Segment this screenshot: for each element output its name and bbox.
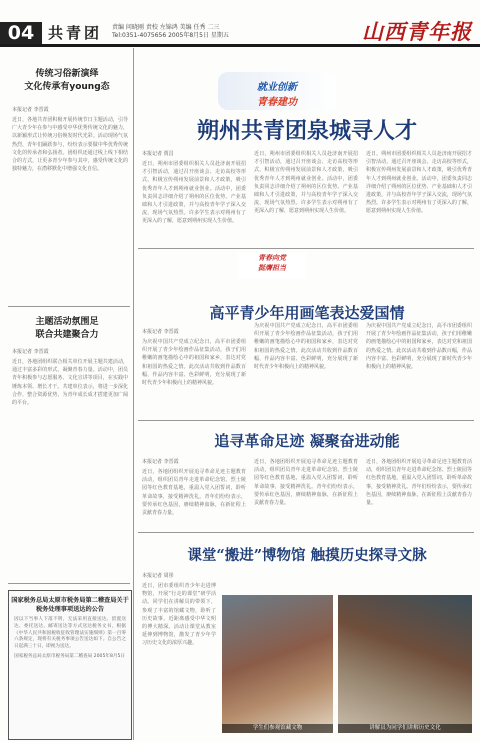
notice-title: 国家税务总局太原市税务局第二稽查局关于税务处理事项送达的公告 (11, 597, 129, 613)
article3-headline: 追寻革命足迹 凝聚奋进动能 (214, 432, 400, 450)
photo-caption: 讲解员为同学们讲解历史文化 (338, 724, 472, 733)
date-info: Tel:0351-4075656 2005年8月5日 星期五 (112, 32, 229, 39)
article-divider (8, 583, 130, 584)
main-body-col1: 近日，朔州市团委组织相关人员赴济南开展招才引智活动，通过召开座谈会、走访高校等形式，积极宣传朔州发展前景和人才政策，吸引优秀青年人才到朔州就业创业。活动中，团委负责同志详细介绍了朔州的区位优势、产业基础和人才引进政策，并与高校青年学子深入交流，现场气氛热烈。许多学生表示对朔州有了更深入的了解，愿意到朔州实现人生价值。 (142, 161, 246, 225)
article3-byline: 本报记者 李晋霞 (142, 459, 179, 465)
article-divider (138, 420, 474, 421)
column-divider (133, 48, 134, 740)
article-divider (138, 532, 474, 533)
main-headline: 朔州共青团泉城寻人才 (196, 118, 417, 144)
photo-caption: 学生们参观馆藏文物 (222, 724, 333, 733)
section-title: 共青团 (48, 24, 103, 42)
main-byline: 本报记者 贾昌 (142, 151, 174, 157)
feature-body-col1: 为庆祝中国共产党成立纪念日，高平市团委组织开展了青少年绘画作品征集活动，孩子们用稚嫩的画笔描绘心中的祖国和家乡，表达对党和祖国的热爱之情。此次活动共收到作品数百幅，作品内容丰富、色彩鲜明，充分展现了新时代青少年积极向上的精神风貌。 (142, 339, 246, 387)
feature-body-col3: 为庆祝中国共产党成立纪念日，高平市团委组织开展了青少年绘画作品征集活动，孩子们用稚嫩的画笔描绘心中的祖国和家乡，表达对党和祖国的热爱之情。此次活动共收到作品数百幅，作品内容丰富、色彩鲜明，充分展现了新时代青少年积极向上的精神风貌。 (366, 323, 472, 371)
article-divider (138, 248, 474, 249)
article-title: 主题活动氛围足 联合共建聚合力 (35, 317, 99, 340)
feature-body-col2: 为庆祝中国共产党成立纪念日，高平市团委组织开展了青少年绘画作品征集活动，孩子们用稚嫩的画笔描绘心中的祖国和家乡，表达对党和祖国的热爱之情。此次活动共收到作品数百幅，作品内容丰富、色彩鲜明，充分展现了新时代青少年积极向上的精神风貌。 (254, 323, 358, 371)
article-divider (8, 306, 130, 307)
page-number: 04 (0, 22, 42, 44)
museum-photo-2 (338, 595, 472, 733)
article-title: 传统习俗新演绎 文化传承有young态 (24, 69, 110, 92)
article4-byline: 本报记者 周彤 (142, 573, 174, 579)
notice-signoff: 国家税务总局太原市税务局第二稽查局 2005年8月5日 (14, 653, 125, 659)
campaign-logo: 就业创新 青春建功 (218, 72, 336, 110)
feature-logo: 青春向党 挺膺担当 (238, 253, 306, 279)
feature-headline: 高平青少年用画笔表达爱国情 (209, 304, 405, 322)
article3-body-col1: 近日，各地团组织开展追寻革命足迹主题教育活动，组织团员青年走进革命纪念馆、烈士陵园等红色教育基地，重温入党入团誓词，聆听革命故事，接受精神洗礼。青年们纷纷表示，要传承红色基因，赓续精神血脉，在新征程上贡献青春力量。 (142, 469, 246, 517)
main-body-col2: 近日，朔州市团委组织相关人员赴济南开展招才引智活动，通过召开座谈会、走访高校等形式，积极宣传朔州发展前景和人才政策，吸引优秀青年人才到朔州就业创业。活动中，团委负责同志详细介绍了朔州的区位优势、产业基础和人才引进政策，并与高校青年学子深入交流，现场气氛热烈。许多学生表示对朔州有了更深入的了解，愿意到朔州实现人生价值。 (254, 151, 358, 215)
museum-photo-1 (222, 595, 333, 733)
newspaper-brand: 山西青年报 (362, 19, 472, 44)
article-body: 近日，各地团组织联合相关单位开展主题共建活动，通过丰富多彩的形式，凝聚青春力量。活动中，团员青年积极参与志愿服务、文化宣讲等项目，在实践中锤炼本领、增长才干。共建单位表示，将进一步深化合作，整合资源优势，为青年成长成才搭建更加广阔的平台。 (12, 359, 128, 407)
editor-info: 责编 问晓刚 责校 左锦鸿 美编 任秀 二三 (112, 24, 220, 31)
notice-body: 因以下当事人下落不明，无法采用直接送达、留置送达、委托送达、邮寄送达等方式送达税务文书，根据《中华人民共和国税收征收管理法实施细则》第一百零六条规定，现将有关税务事项公告送达如下。自公告之日起满三十日，即视为送达。 (14, 617, 126, 650)
article-byline: 本报记者 李晋霞 (12, 107, 49, 113)
article4-headline: 课堂“搬进”博物馆 触摸历史探寻文脉 (187, 547, 427, 564)
article-body: 近日，各地共青团积极开展传统节日主题活动，引导广大青少年在参与中感受中华优秀传统文化的魅力，以新颖形式让传统习俗焕发时代光彩。活动现场气氛热烈，青年们踊跃参与，纷纷表示要做中华优秀传统文化的传承者和弘扬者。团组织还通过线上线下相结合的方式，让更多青少年参与其中，感受传统文化的独特魅力，在潜移默化中增强文化自信。 (12, 117, 128, 173)
article3-body-col2: 近日，各地团组织开展追寻革命足迹主题教育活动，组织团员青年走进革命纪念馆、烈士陵园等红色教育基地，重温入党入团誓词，聆听革命故事，接受精神洗礼。青年们纷纷表示，要传承红色基因，赓续精神血脉，在新征程上贡献青春力量。 (254, 459, 358, 507)
page-header (0, 0, 480, 47)
article4-body: 近日，团市委组织青少年走进博物馆，开展“行走的课堂”研学活动。同学们在讲解员的带领下，参观了丰富的馆藏文物，聆听了历史故事，近距离感受中华文明的博大精深。活动让课堂从教室延伸到博物馆，激发了青少年学习历史文化的浓厚兴趣。 (142, 583, 216, 647)
article3-body-col3: 近日，各地团组织开展追寻革命足迹主题教育活动，组织团员青年走进革命纪念馆、烈士陵园等红色教育基地，重温入党入团誓词，聆听革命故事，接受精神洗礼。青年们纷纷表示，要传承红色基因，赓续精神血脉，在新征程上贡献青春力量。 (366, 459, 472, 507)
main-body-col3: 近日，朔州市团委组织相关人员赴济南开展招才引智活动，通过召开座谈会、走访高校等形式，积极宣传朔州发展前景和人才政策，吸引优秀青年人才到朔州就业创业。活动中，团委负责同志详细介绍了朔州的区位优势、产业基础和人才引进政策，并与高校青年学子深入交流，现场气氛热烈。许多学生表示对朔州有了更深入的了解，愿意到朔州实现人生价值。 (366, 151, 472, 215)
tax-notice-box (8, 590, 132, 740)
feature-byline: 本报记者 李晋霞 (142, 329, 179, 335)
article-byline: 本报记者 李晋霞 (12, 349, 49, 355)
